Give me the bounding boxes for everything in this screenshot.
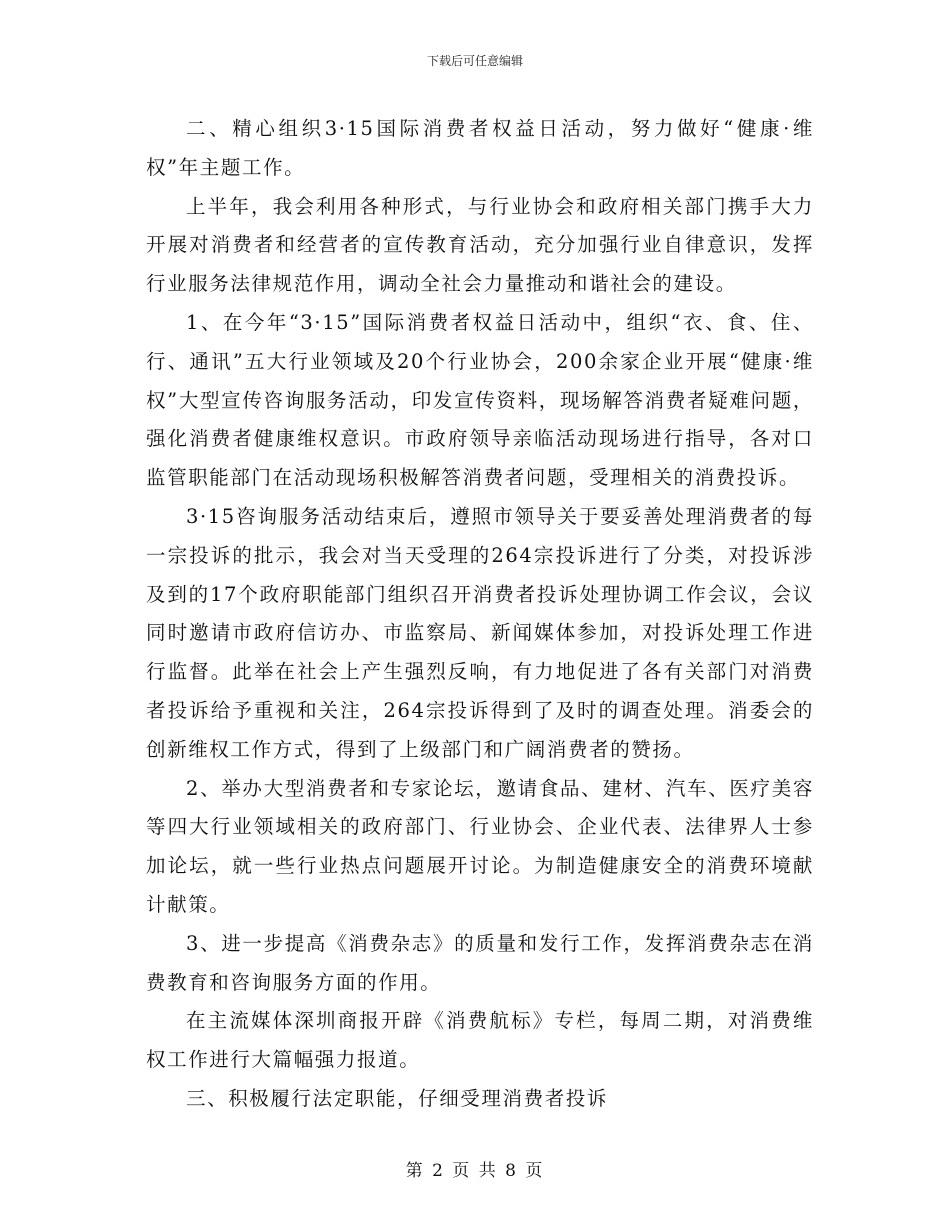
paragraph-complaint-handling: 3·15咨询服务活动结束后，遵照市领导关于要妥善处理消费者的每一宗投诉的批示，我会对当天受理的264宗投诉进行了分类，对投诉涉及到的17个政府职能部门组织召开消费者投诉处理协调工作会议，会议同时邀请市政府信访办、市监察局、新闻媒体参加，对投诉处理工作进行监督。此举在社会上产生强烈反响，有力地促进了各有关部门对消费者投诉给予重视和关注，264宗投诉得到了及时的调查处理。消委会的创新维权工作方式，得到了上级部门和广阔消费者的赞扬。 [146,504,814,761]
paragraph-item-2-forum: 2、举办大型消费者和专家论坛，邀请食品、建材、汽车、医疗美容等四大行业领域相关的政府部门、行业协会、企业代表、法律界人士参加论坛，就一些行业热点问题展开讨论。为制造健康安全的消费环境献计献策。 [146,776,814,916]
paragraph-item-3-magazine: 3、进一步提高《消费杂志》的质量和发行工作，发挥消费杂志在消费教育和咨询服务方面的作用。 [146,931,814,994]
paragraph-media-column: 在主流媒体深圳商报开辟《消费航标》专栏，每周二期，对消费维权工作进行大篇幅强力报道。 [146,1009,814,1072]
document-body [146,110,814,1119]
page-number-footer: 第 2 页 共 8 页 [405,1161,545,1181]
page-header-note: 下载后可任意编辑 [426,54,523,68]
paragraph-first-half-overview: 上半年，我会利用各种形式，与行业协会和政府相关部门携手大力开展对消费者和经营者的宣传教育活动，充分加强行业自律意识，发挥行业服务法律规范作用，调动全社会力量推动和谐社会的建设。 [146,194,814,296]
paragraph-section-three-heading: 三、积极履行法定职能，仔细受理消费者投诉 [186,1086,609,1110]
paragraph-item-1-event: 1、在今年“3·15”国际消费者权益日活动中，组织“衣、食、住、行、通讯”五大行业领域及20个行业协会，200余家企业开展“健康·维权”大型宣传咨询服务活动，印发宣传资料，现场解答消费者疑难问题，强化消费者健康维权意识。市政府领导亲临活动现场进行指导，各对口监管职能部门在活动现场积极解答消费者问题，受理相关的消费投诉。 [146,310,814,490]
paragraph-section-two-heading: 二、精心组织3·15国际消费者权益日活动，努力做好“健康·维权”年主题工作。 [146,117,814,179]
